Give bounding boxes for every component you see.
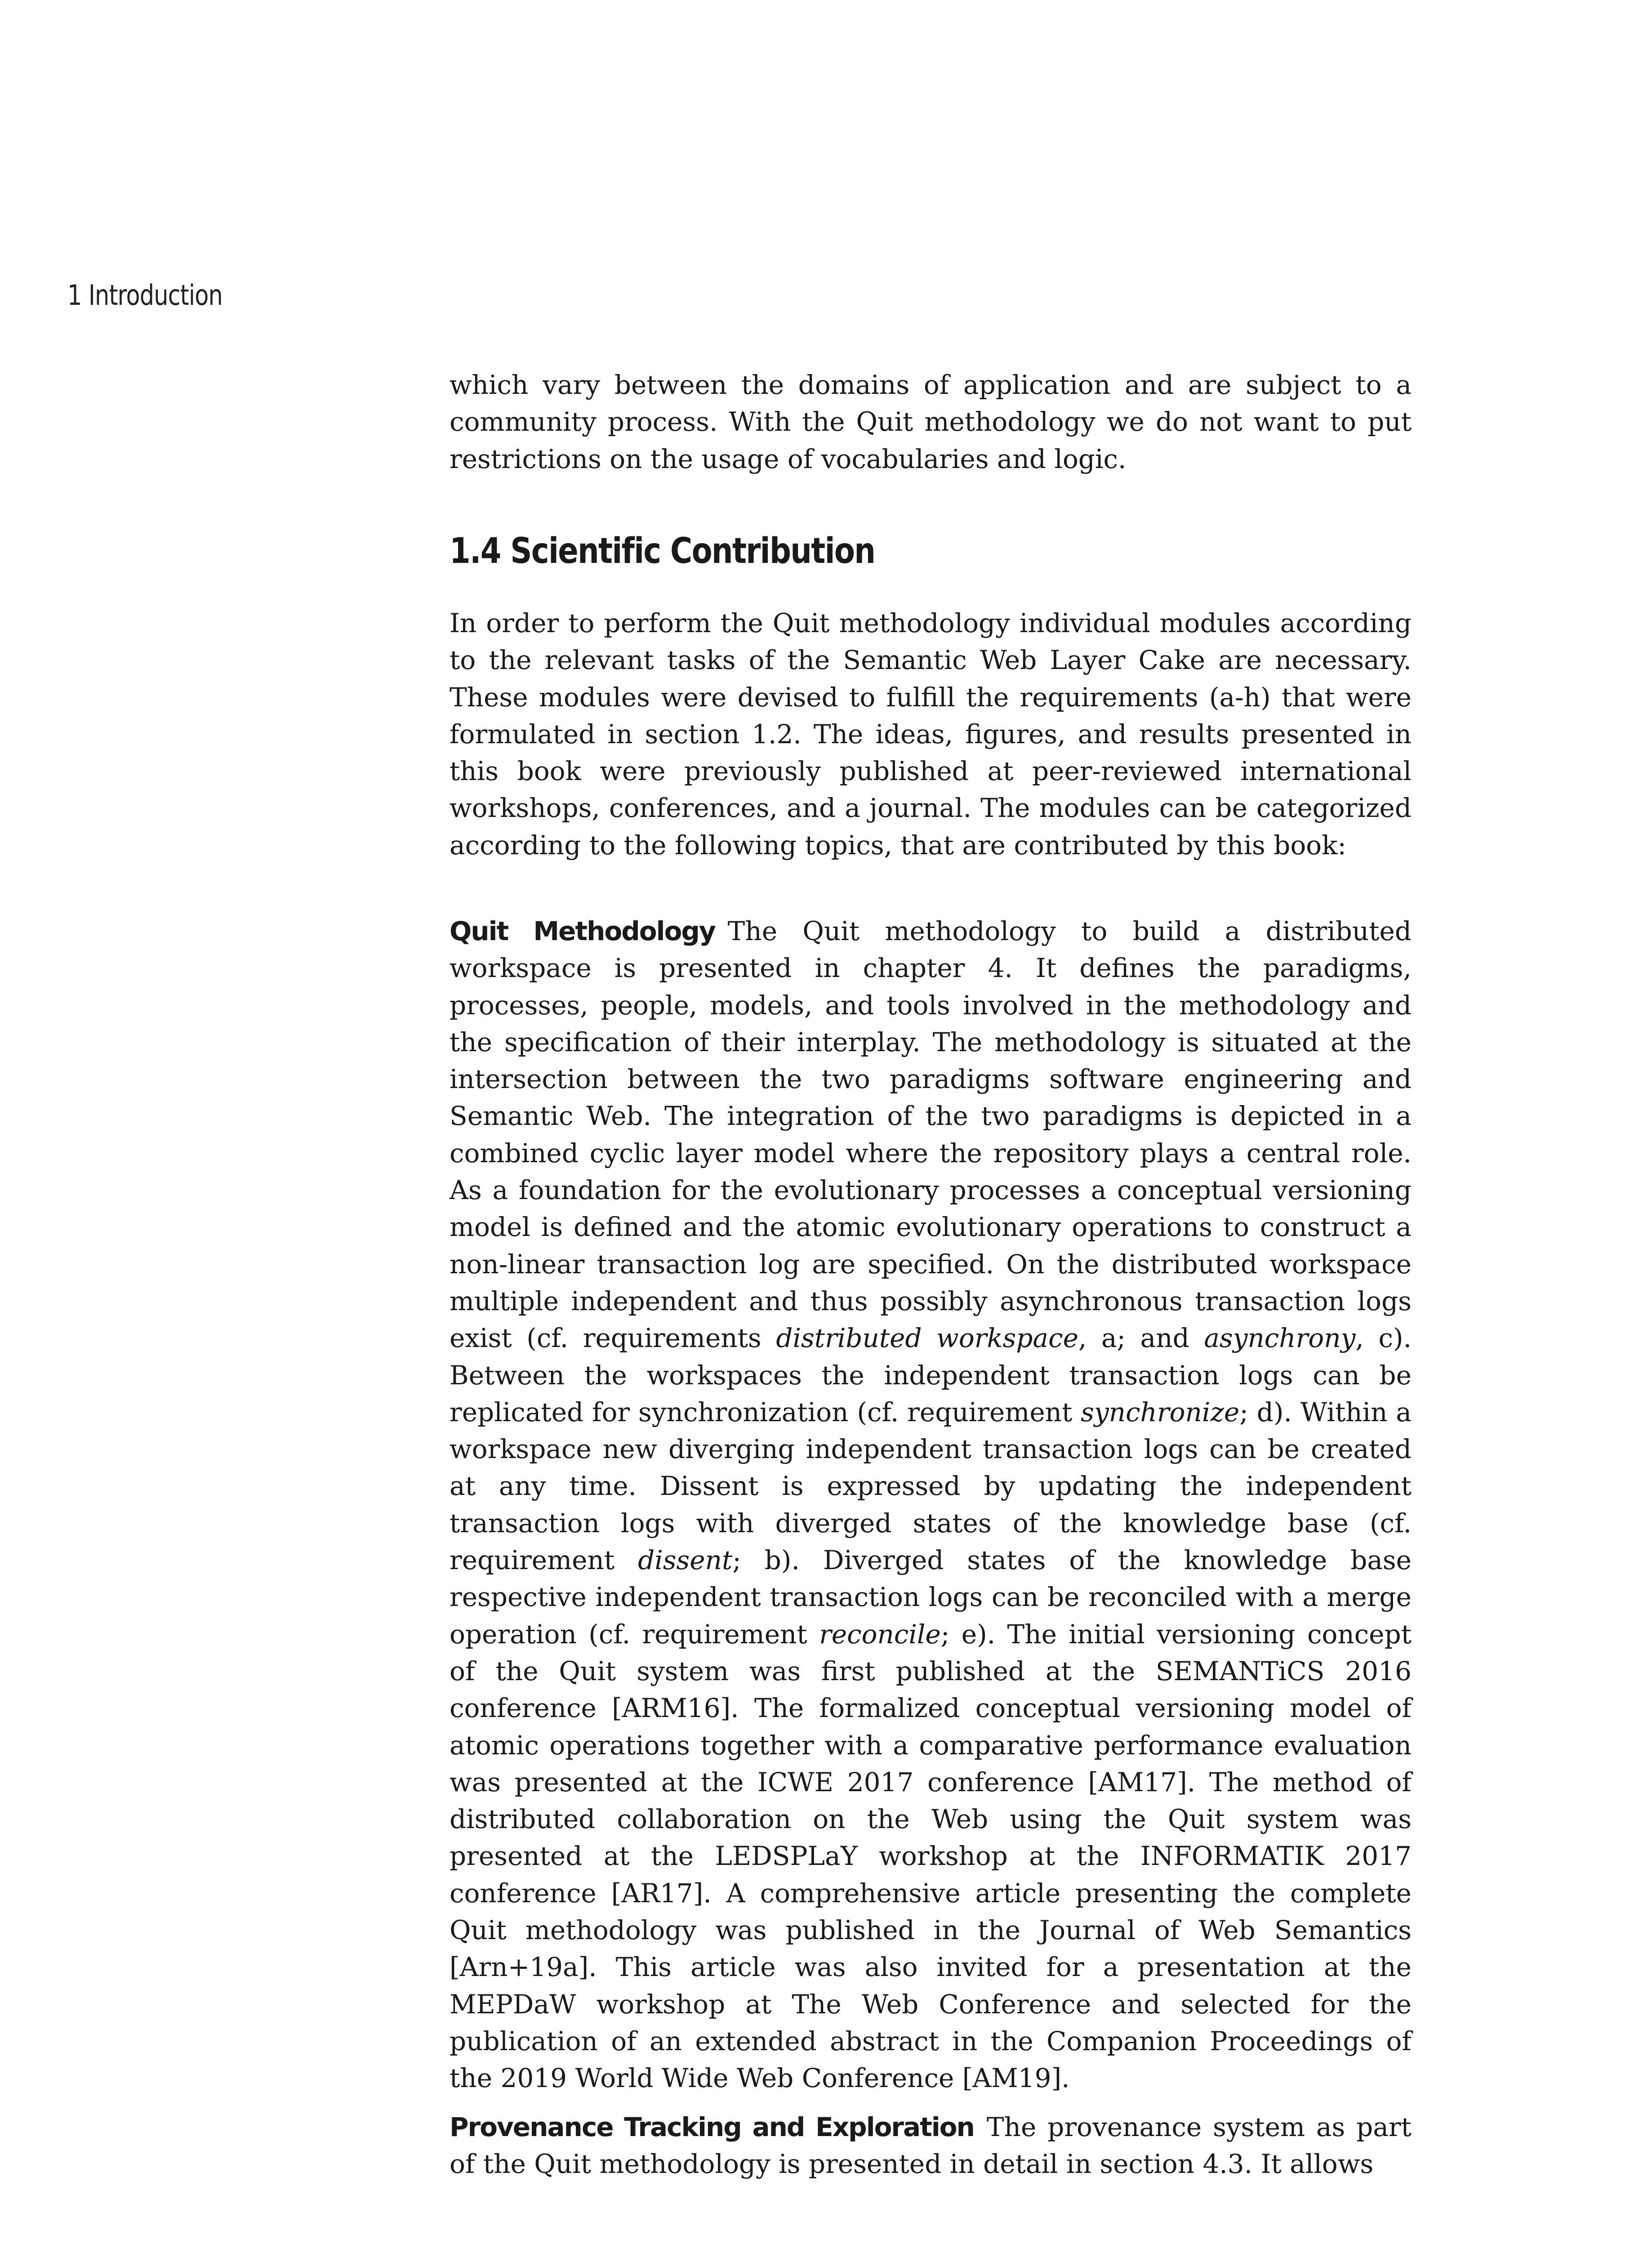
provenance-paragraph	[450, 2109, 1412, 2183]
section-heading: 1.4 Scientific Contribution	[450, 531, 875, 571]
quit-text-3: , c). Between the workspaces the independent transaction logs can be replicated for synchronization (cf. requirement	[450, 1323, 1412, 1427]
emphasis-distributed-workspace: distributed workspace	[776, 1323, 1078, 1354]
emphasis-synchronize: synchronize	[1081, 1396, 1240, 1427]
quit-text-4: ; d). Within a workspace new diverging independent transaction logs can be created at any time. Dissent is expressed by updating the independent transaction logs with diverged states of the knowledge base (cf. requirement	[450, 1396, 1412, 1576]
quit-text-5: ; b). Diverged states of the knowledge base respective independent transaction logs can be reconciled with a merge operation (cf. requirement	[450, 1545, 1412, 1650]
quit-methodology-paragraph	[450, 913, 1412, 2097]
emphasis-reconcile: reconcile	[819, 1619, 941, 1650]
quit-text-6: ; e). The initial versioning concept of the Quit system was first published at the SEMANTiCS 2016 conference [ARM16]. The formalized conceptual versioning model of atomic operations together with a comparative performance evaluation was presented at the ICWE 2017 conference [AM17]. The method of distributed collaboration on the Web using the Quit system was presented at the LEDSPLaY workshop at the INFORMATIK 2017 conference [AR17]. A comprehensive article presenting the complete Quit methodology was published in the Journal of Web Semantics [Arn+19a]. This article was also invited for a presentation at the MEPDaW workshop at The Web Conference and selected for the publication of an extended abstract in the Companion Proceedings of the 2019 World Wide Web Conference [AM19].	[450, 1619, 1412, 2094]
previous-paragraph: which vary between the domains of application and are subject to a community process. With the Quit methodology we do not want to put restrictions on the usage of vocabularies and logic.	[450, 370, 1412, 474]
provenance-title: Provenance Tracking and Exploration	[450, 2112, 974, 2142]
quit-text-2: , a; and	[1078, 1323, 1204, 1354]
quit-methodology-title: Quit Methodology	[450, 916, 715, 946]
provenance-text: The provenance system as part of the Quit methodology is presented in detail in section 4.3. It allows	[450, 2112, 1412, 2180]
emphasis-dissent: dissent	[638, 1545, 733, 1576]
running-head: 1 Introduction	[67, 279, 223, 312]
section-intro-paragraph: In order to perform the Quit methodology individual modules according to the relevant tasks of the Semantic Web Layer Cake are necessary. These modules were devised to fulfill the requirements (a-h) that were formulated in section 1.2. The ideas, figures, and results presented in this book were previously published at peer-reviewed international workshops, conferences, and a journal. The modules can be categorized according to the following topics, that are contributed by this book:	[450, 608, 1412, 861]
emphasis-asynchrony: asynchrony	[1204, 1323, 1356, 1354]
quit-text-1: The Quit methodology to build a distributed workspace is presented in chapter 4. It defines the paradigms, processes, people, models, and tools involved in the methodology and the specification of their interplay. The methodology is situated at the intersection between the two paradigms software engineering and Semantic Web. The integration of the two paradigms is depicted in a combined cyclic layer model where the repository plays a central role. As a foundation for the evolutionary processes a conceptual versioning model is defined and the atomic evolutionary operations to construct a non-linear transaction log are specified. On the distributed workspace multiple independent and thus possibly asynchronous transaction logs exist (cf. requirements	[450, 916, 1412, 1354]
